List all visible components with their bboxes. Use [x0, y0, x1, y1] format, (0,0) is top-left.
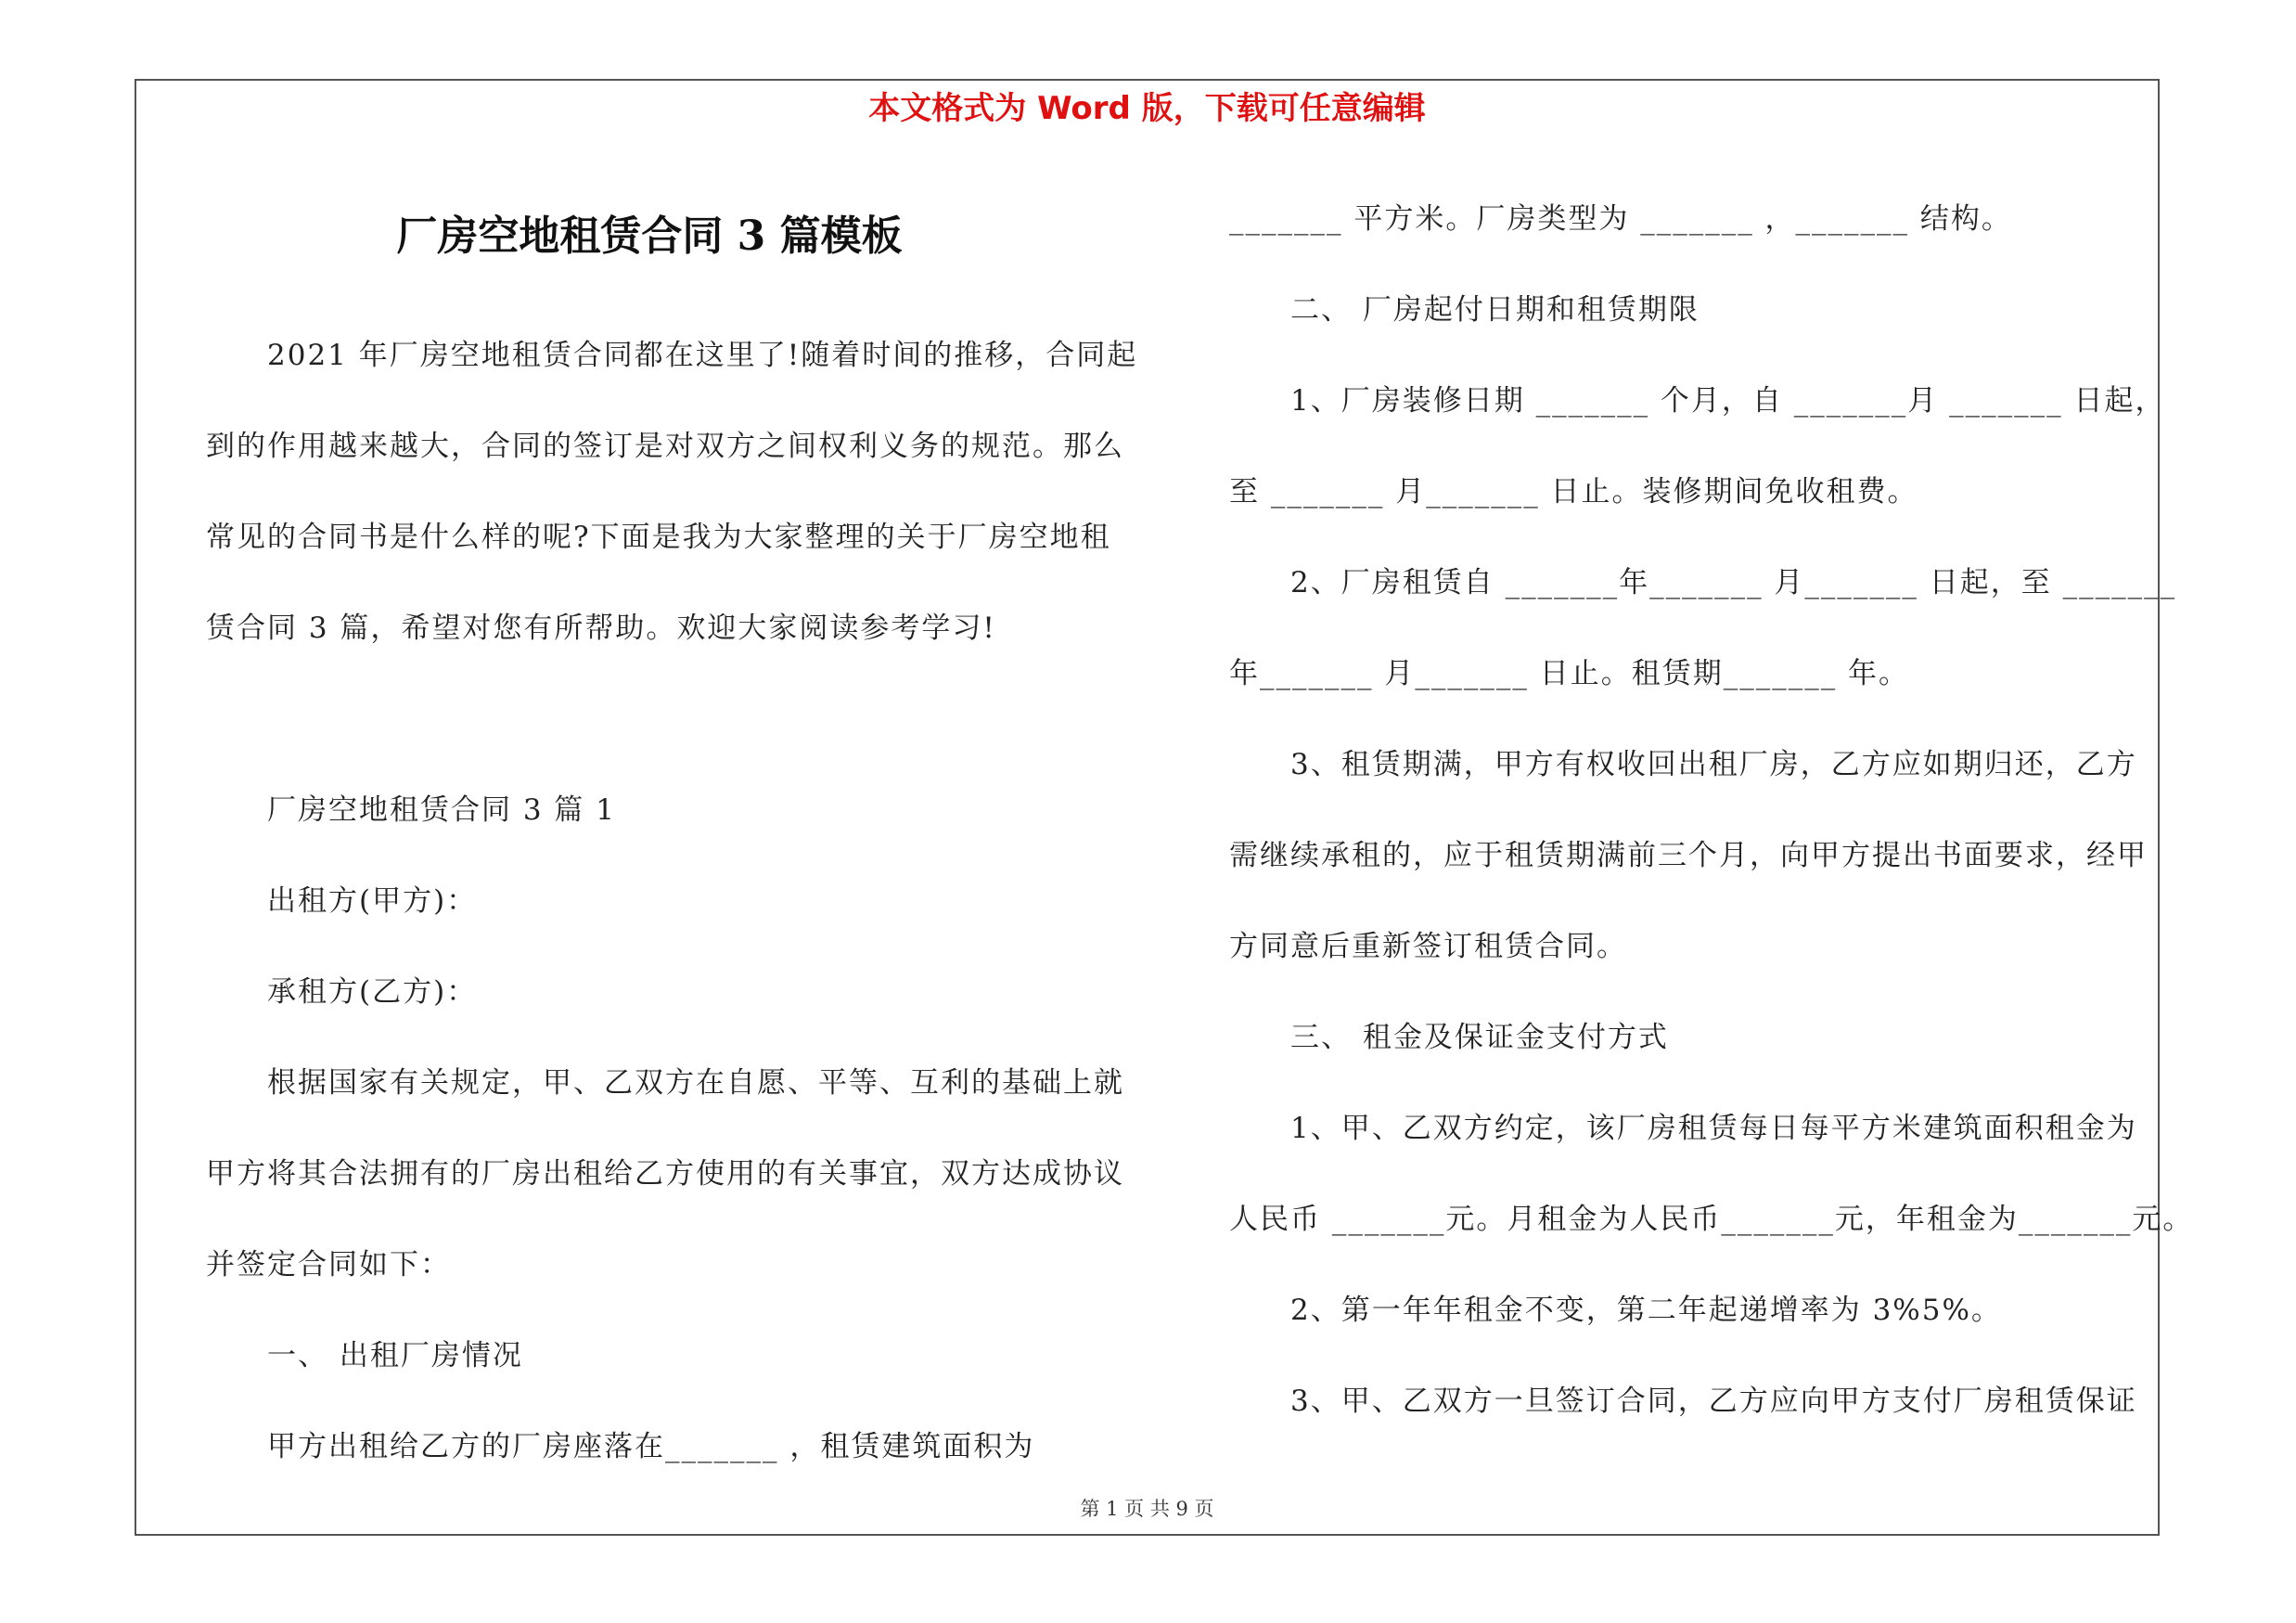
paragraph-line: _______ 平方米。厂房类型为 _______ ，_______ 结构。 — [1229, 202, 2012, 236]
paragraph-line: 根据国家有关规定，甲、乙双方在自愿、平等、互利的基础上就 — [267, 1066, 1124, 1100]
section-heading: 三、 租金及保证金支付方式 — [1290, 1021, 1669, 1054]
paragraph-line: 1、厂房装修日期 _______ 个月，自 _______月 _______ 日起， — [1290, 384, 2166, 418]
paragraph-line: 到的作用越来越大，合同的签订是对双方之间权利义务的规范。那么 — [206, 430, 1124, 463]
section-heading: 二、 厂房起付日期和租赁期限 — [1290, 293, 1700, 327]
paragraph-line: 1、甲、乙双方约定，该厂房租赁每日每平方米建筑面积租金为 — [1290, 1112, 2137, 1145]
paragraph-line: 2、第一年年租金不变，第二年起递增率为 3%5%。 — [1290, 1294, 2002, 1327]
paragraph-line: 3、甲、乙双方一旦签订合同，乙方应向甲方支付厂房租赁保证 — [1290, 1385, 2137, 1418]
word-format-banner: 本文格式为 Word 版，下载可任意编辑 — [868, 90, 1426, 127]
page-number-footer: 第 1 页 共 9 页 — [1080, 1498, 1214, 1520]
document-title: 厂房空地租赁合同 3 篇模板 — [396, 213, 903, 260]
paragraph-line: 赁合同 3 篇，希望对您有所帮助。欢迎大家阅读参考学习! — [206, 612, 996, 645]
paragraph-line: 3、租赁期满，甲方有权收回出租厂房，乙方应如期归还，乙方 — [1290, 748, 2137, 781]
paragraph-line: 常见的合同书是什么样的呢?下面是我为大家整理的关于厂房空地租 — [206, 521, 1111, 554]
paragraph-line: 方同意后重新签订租赁合同。 — [1229, 930, 1627, 963]
section-heading: 厂房空地租赁合同 3 篇 1 — [267, 793, 617, 827]
paragraph-line: 承租方(乙方)： — [267, 975, 478, 1009]
section-heading: 一、 出租厂房情况 — [267, 1339, 523, 1372]
paragraph-line: 至 _______ 月_______ 日止。装修期间免收租费。 — [1229, 475, 1918, 509]
paragraph-line: 人民币 _______元。月租金为人民币_______元，年租金为_______元。 — [1229, 1203, 2194, 1236]
paragraph-line: 2021 年厂房空地租赁合同都在这里了!随着时间的推移，合同起 — [267, 339, 1138, 372]
paragraph-line: 并签定合同如下： — [206, 1248, 451, 1282]
paragraph-line: 需继续承租的，应于租赁期满前三个月，向甲方提出书面要求，经甲 — [1229, 839, 2148, 872]
paragraph-line: 甲方出租给乙方的厂房座落在_______ ，租赁建筑面积为 — [267, 1430, 1035, 1463]
paragraph-line: 出租方(甲方)： — [267, 884, 478, 918]
paragraph-line: 年_______ 月_______ 日止。租赁期_______ 年。 — [1229, 657, 1910, 690]
paragraph-line: 2、厂房租赁自 _______年_______ 月_______ 日起，至 _______ — [1290, 566, 2177, 599]
paragraph-line: 甲方将其合法拥有的厂房出租给乙方使用的有关事宜，双方达成协议 — [206, 1157, 1124, 1191]
